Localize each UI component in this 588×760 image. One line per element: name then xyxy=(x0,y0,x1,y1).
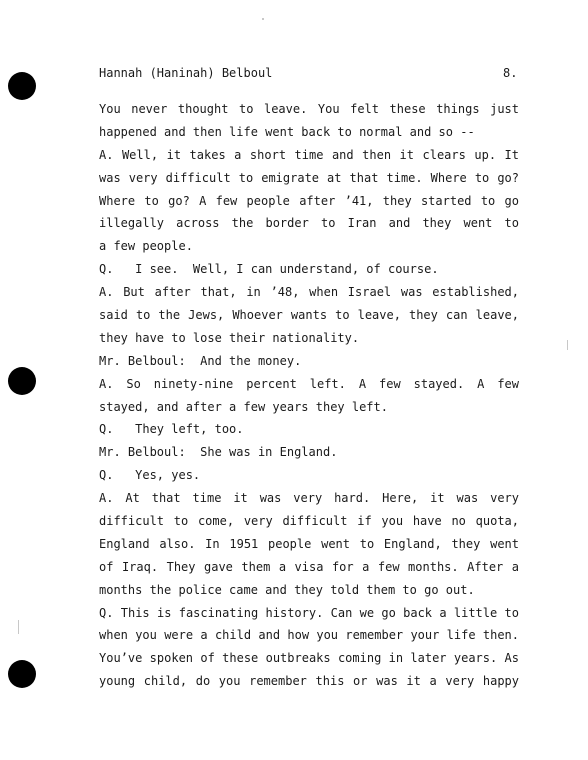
transcript-line: young child, do you remember this or was it a very happy xyxy=(99,674,519,689)
transcript-line: of Iraq. They gave them a visa for a few months. After a xyxy=(99,559,519,574)
transcript-line: happened and then life went back to normal and so -- xyxy=(99,124,475,139)
transcript-line: Q. I see. Well, I can understand, of course. xyxy=(99,262,439,277)
transcript-line: A. Well, it takes a short time and then it clears up. It xyxy=(99,147,519,162)
transcript-line: England also. In 1951 people went to England, they went xyxy=(99,536,519,551)
transcript-line: a few people. xyxy=(99,239,193,254)
transcript-line: illegally across the border to Iran and they went to xyxy=(99,216,519,231)
transcript-line: Mr. Belboul: And the money. xyxy=(99,353,302,368)
header-page-number: 8. xyxy=(503,66,518,80)
header-interviewee-name: Hannah (Haninah) Belboul xyxy=(99,66,273,80)
transcript-line: Mr. Belboul: She was in England. xyxy=(99,445,338,460)
punch-hole-middle xyxy=(8,367,36,395)
transcript-line: A. So ninety-nine percent left. A few stayed. A few xyxy=(99,376,519,391)
transcript-line: was very difficult to emigrate at that time. Where to go? xyxy=(99,170,519,185)
transcript-line: Q. They left, too. xyxy=(99,422,244,437)
transcript-line: Q. Yes, yes. xyxy=(99,468,201,483)
transcript-line: You’ve spoken of these outbreaks coming in later years. As xyxy=(99,651,519,666)
transcript-line: You never thought to leave. You felt these things just xyxy=(99,102,519,116)
scan-speck xyxy=(262,18,264,20)
transcript-body xyxy=(99,98,519,693)
transcript-line: Where to go? A few people after ’41, they started to go xyxy=(99,193,519,208)
scan-speck xyxy=(567,340,568,350)
transcript-line: months the police came and they told them to go out. xyxy=(99,582,475,597)
punch-hole-top xyxy=(8,72,36,100)
transcript-line: Q. This is fascinating history. Can we go back a little to xyxy=(99,605,519,620)
transcript-line: A. At that time it was very hard. Here, it was very xyxy=(99,491,519,506)
transcript-line: A. But after that, in ’48, when Israel was established, xyxy=(99,285,519,300)
punch-hole-bottom xyxy=(8,660,36,688)
transcript-line: they have to lose their nationality. xyxy=(99,330,360,345)
transcript-line: said to the Jews, Whoever wants to leave, they can leave, xyxy=(99,308,519,323)
transcript-line: stayed, and after a few years they left. xyxy=(99,399,388,414)
scan-speck xyxy=(18,620,19,634)
transcript-line: when you were a child and how you remember your life then. xyxy=(99,628,519,643)
transcript-line: difficult to come, very difficult if you have no quota, xyxy=(99,514,519,529)
